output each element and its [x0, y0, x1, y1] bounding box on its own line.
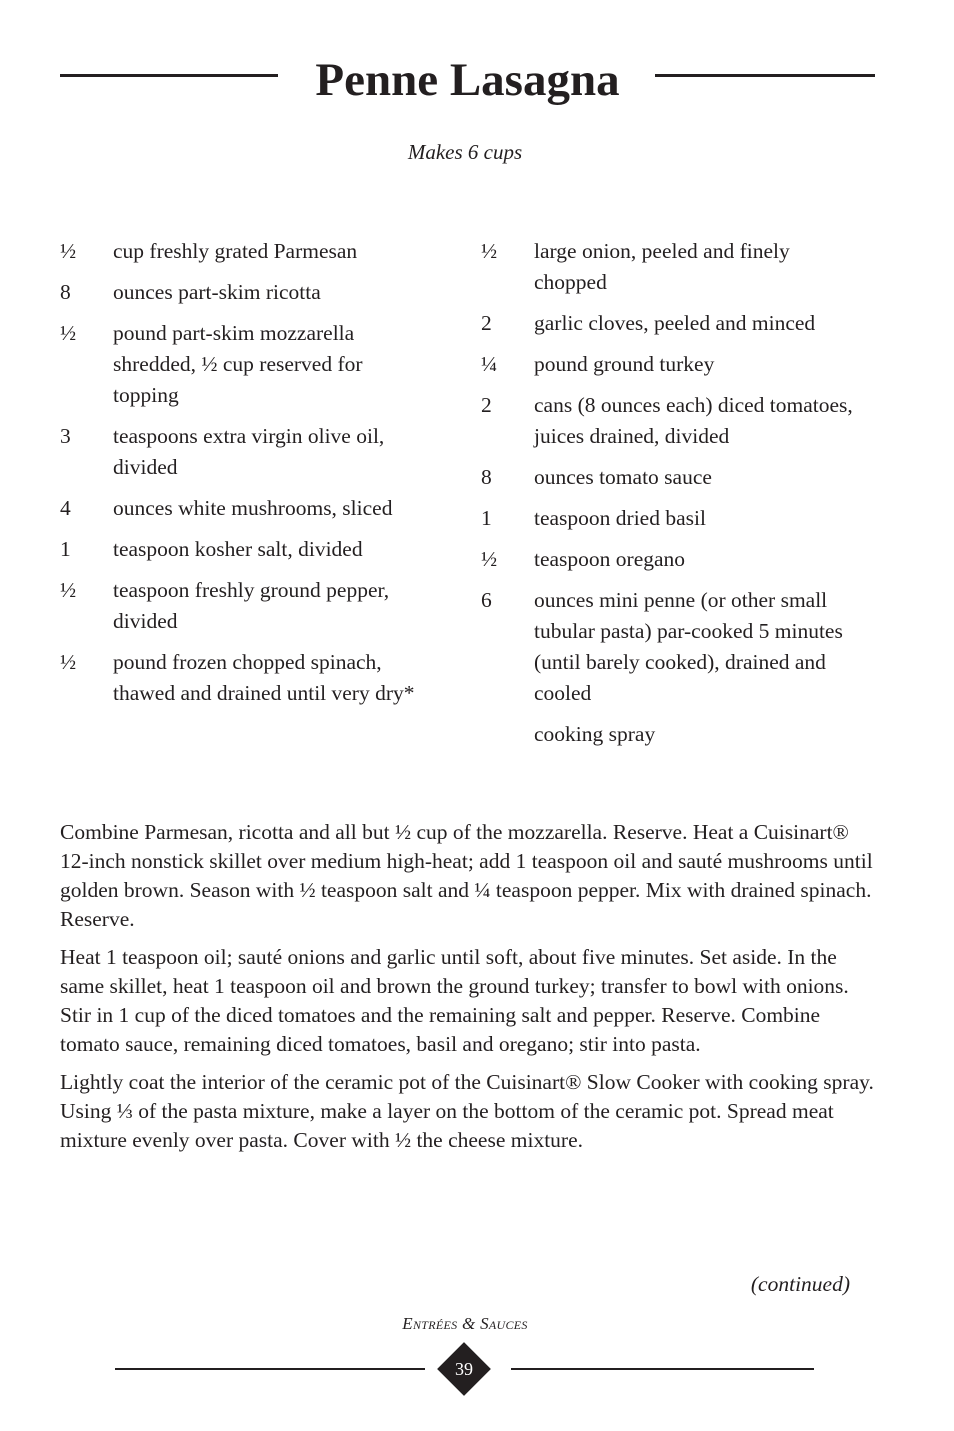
continued-note: (continued) — [750, 1272, 850, 1296]
ingredient-text: ounces part-skim ricotta — [113, 280, 321, 304]
direction-paragraph: Lightly coat the interior of the ceramic pot of the Cuisinart® Slow Cooker with cooking spray. Using ⅓ of the pasta mixture, make a layer on the bottom of the ceramic pot. Spread meat mixture evenly over pasta. Cover with ½ the cheese mixture. — [60, 1070, 874, 1152]
ingredient-item — [60, 421, 450, 483]
ingredient-item — [481, 503, 881, 534]
ingredient-text: cup freshly grated Parmesan — [113, 239, 358, 263]
ingredient-quantity: ½ — [481, 547, 498, 571]
ingredient-text: large onion, peeled and finely chopped — [534, 239, 790, 294]
ingredient-item — [481, 236, 881, 298]
ingredient-quantity: ½ — [60, 321, 77, 345]
ingredient-quantity: ¼ — [481, 352, 498, 376]
ingredient-item — [60, 493, 450, 524]
ingredient-text: teaspoons extra virgin olive oil, divided — [113, 424, 385, 479]
ingredient-item — [60, 575, 450, 637]
ingredient-quantity: ½ — [60, 578, 77, 602]
ingredient-text: teaspoon kosher salt, divided — [113, 537, 363, 561]
ingredient-item — [60, 236, 450, 267]
ingredient-item — [481, 390, 881, 452]
ingredient-text: teaspoon freshly ground pepper, divided — [113, 578, 390, 633]
ingredient-text: teaspoon oregano — [534, 547, 686, 571]
ingredient-item — [481, 719, 881, 750]
ingredient-quantity: 8 — [481, 465, 492, 489]
ingredient-item — [60, 318, 450, 411]
ingredient-quantity: ½ — [60, 239, 77, 263]
ingredient-text: cans (8 ounces each) diced tomatoes, juices drained, divided — [534, 393, 853, 448]
ingredient-text: teaspoon dried basil — [534, 506, 706, 530]
ingredient-quantity: ½ — [481, 239, 498, 263]
recipe-title: Penne Lasagna — [315, 54, 620, 106]
ingredient-text: pound part-skim mozzarella shredded, ½ cup reserved for topping — [113, 321, 363, 407]
ingredient-item — [481, 544, 881, 575]
ingredient-item — [481, 462, 881, 493]
ingredient-text: pound frozen chopped spinach, thawed and drained until very dry* — [113, 650, 415, 705]
ingredient-text: pound ground turkey — [534, 352, 715, 376]
ingredient-item — [60, 534, 450, 565]
page-number: 39 — [455, 1359, 473, 1379]
ingredients-left-column — [60, 236, 450, 719]
directions — [60, 818, 880, 1164]
ingredient-quantity: 2 — [481, 393, 492, 417]
footer-rule-left — [115, 1368, 425, 1370]
ingredient-quantity — [481, 719, 534, 750]
direction-paragraph: Combine Parmesan, ricotta and all but ½ cup of the mozzarella. Reserve. Heat a Cuisinart® 12-inch nonstick skillet over medium high-heat; add 1 teaspoon oil and sauté mushrooms until golden brown. Season with ½ teaspoon salt and ¼ teaspoon pepper. Mix with drained spinach. Reserve. — [60, 820, 873, 931]
ingredient-item — [60, 647, 450, 709]
section-footer-label: Entrées & Sauces — [402, 1314, 528, 1333]
ingredient-text: garlic cloves, peeled and minced — [534, 311, 816, 335]
ingredient-item — [60, 277, 450, 308]
footer-rule-right — [511, 1368, 814, 1370]
ingredients-right-column — [481, 236, 881, 760]
ingredient-quantity: 1 — [481, 506, 492, 530]
ingredient-quantity: 4 — [60, 496, 71, 520]
ingredient-text: ounces mini penne (or other small tubular pasta) par-cooked 5 minutes (until barely cooked), drained and cooled — [534, 588, 843, 705]
ingredient-item — [481, 308, 881, 339]
ingredient-quantity: 1 — [60, 537, 71, 561]
direction-paragraph: Heat 1 teaspoon oil; sauté onions and garlic until soft, about five minutes. Set aside. In the same skillet, heat 1 teaspoon oil and brown the ground turkey; transfer to bowl with onions. Stir in 1 cup of the diced tomatoes and the remaining salt and pepper. Reserve. Combine tomato sauce, remaining diced tomatoes, basil and oregano; stir into pasta. — [60, 945, 849, 1056]
title-rule-right — [655, 74, 875, 77]
ingredient-item — [481, 349, 881, 380]
ingredient-item — [481, 585, 881, 709]
ingredient-quantity: 6 — [481, 588, 492, 612]
ingredient-text: ounces white mushrooms, sliced — [113, 496, 393, 520]
ingredient-quantity: 8 — [60, 280, 71, 304]
ingredient-text: ounces tomato sauce — [534, 465, 712, 489]
ingredient-quantity: ½ — [60, 650, 77, 674]
title-row — [60, 50, 875, 110]
ingredient-quantity: 2 — [481, 311, 492, 335]
ingredient-text: cooking spray — [534, 722, 656, 746]
ingredient-quantity: 3 — [60, 424, 71, 448]
recipe-yield: Makes 6 cups — [407, 140, 523, 164]
